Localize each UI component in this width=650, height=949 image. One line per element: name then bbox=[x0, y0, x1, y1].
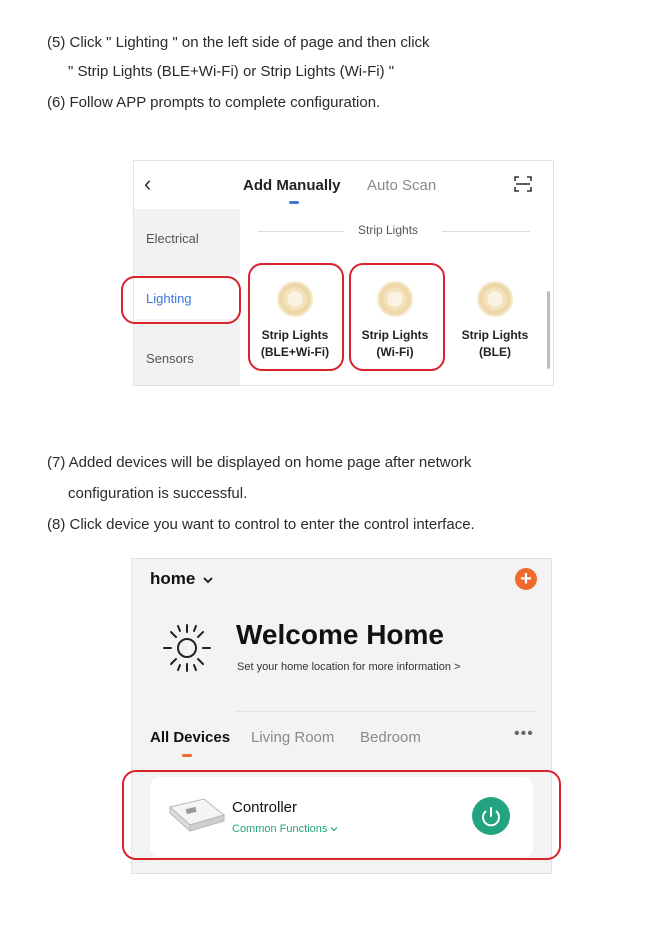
step8: (8) Click device you want to control to enter the control interface. bbox=[47, 516, 475, 533]
category-electrical[interactable]: Electrical bbox=[146, 231, 199, 246]
device-name: Controller bbox=[232, 799, 298, 816]
scan-icon[interactable] bbox=[514, 175, 532, 193]
divider bbox=[236, 711, 536, 712]
section-divider-left bbox=[258, 231, 344, 232]
category-lighting[interactable]: Lighting bbox=[146, 291, 192, 306]
tab-auto-scan[interactable]: Auto Scan bbox=[367, 177, 437, 194]
tab-living-room[interactable]: Living Room bbox=[251, 729, 335, 746]
device-strip-lights-ble[interactable]: Strip Lights (BLE) bbox=[461, 328, 529, 359]
common-functions-label: Common Functions bbox=[232, 823, 328, 835]
strip-light-icon bbox=[477, 281, 513, 317]
highlight-wifi bbox=[349, 263, 445, 371]
more-icon[interactable]: ••• bbox=[514, 725, 534, 742]
add-device-header bbox=[134, 161, 553, 209]
active-tab-indicator bbox=[182, 754, 192, 757]
category-sensors[interactable]: Sensors bbox=[146, 351, 194, 366]
step5-line2: " Strip Lights (BLE+Wi-Fi) or Strip Lights (Wi-Fi) " bbox=[68, 63, 395, 80]
section-divider-right bbox=[442, 231, 530, 232]
chevron-down-icon bbox=[203, 576, 213, 584]
step5-line1: (5) Click " Lighting " on the left side of page and then click bbox=[47, 34, 430, 51]
active-tab-indicator bbox=[289, 201, 299, 204]
highlight-lighting bbox=[121, 276, 241, 324]
section-title: Strip Lights bbox=[358, 223, 419, 237]
tab-bedroom[interactable]: Bedroom bbox=[360, 729, 421, 746]
location-prompt[interactable]: Set your home location for more information > bbox=[237, 661, 461, 673]
scrollbar[interactable] bbox=[547, 291, 550, 369]
tab-all-devices[interactable]: All Devices bbox=[150, 729, 231, 746]
highlight-ble-wifi bbox=[248, 263, 344, 371]
sun-icon bbox=[160, 621, 214, 675]
home-label: home bbox=[150, 569, 196, 588]
highlight-controller bbox=[122, 770, 561, 860]
chevron-left-icon[interactable]: ‹ bbox=[144, 171, 152, 196]
device-strip-lights-ble-wifi[interactable]: Strip Lights (BLE+Wi-Fi) bbox=[260, 328, 330, 359]
step7-line2: configuration is successful. bbox=[68, 485, 248, 502]
home-selector[interactable] bbox=[150, 569, 213, 589]
device-strip-lights-wifi[interactable]: Strip Lights (Wi-Fi) bbox=[361, 328, 429, 359]
plus-icon[interactable]: + bbox=[515, 568, 537, 590]
tab-add-manually[interactable]: Add Manually bbox=[243, 177, 341, 194]
welcome-title: Welcome Home bbox=[236, 619, 444, 650]
step7-line1: (7) Added devices will be displayed on home page after network bbox=[47, 454, 472, 471]
step6: (6) Follow APP prompts to complete configuration. bbox=[47, 94, 381, 111]
